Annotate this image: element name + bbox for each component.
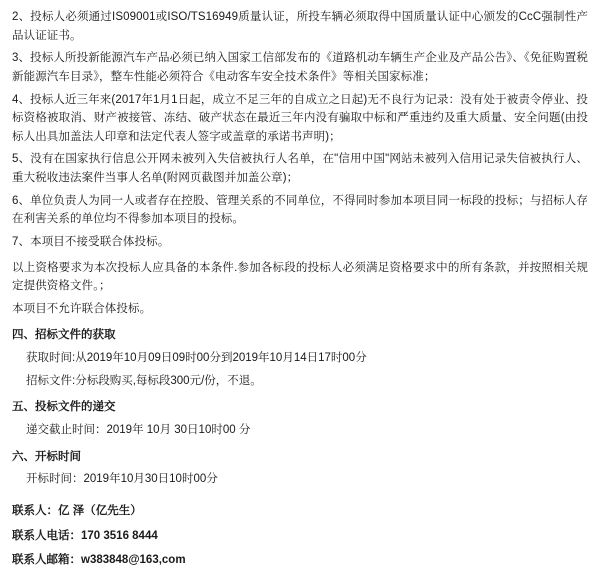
clause-paragraph: 3、投标人所投新能源汽车产品必须已纳入国家工信部发布的《道路机动车辆生产企业及产品公告》、《免征购置税新能源汽车目录》，整车性能必须符合《电动客车安全技术条件》等相关国家标准； xyxy=(12,52,588,83)
contact-person: 联系人：亿 泽（亿先生） xyxy=(12,504,142,517)
section-heading-bid-opening-time: 六、开标时间 xyxy=(12,450,81,463)
clause-paragraph: 2、投标人必须通过IS09001或ISO/TS16949质量认证，所投车辆必须取得中国质量认证中心颁发的CcC强制性产品认证证书。 xyxy=(12,11,588,42)
contact-email: 联系人邮箱：w383848@163,com xyxy=(12,554,186,567)
section-line: 获取时间:从2019年10月09日09时00分到2019年10月14日17时00分 xyxy=(26,352,367,364)
summary-paragraph: 以上资格要求为本次投标人应具备的本条件.参加各标段的投标人必须满足资格要求中的所有条款，并按照相关规定提供资格文件。； xyxy=(12,261,588,293)
clause-paragraph: 6、单位负责人为同一人或者存在控股、管理关系的不同单位，不得同时参加本项目同一标段的投标；与招标人存在利害关系的单位均不得参加本项目的投标。 xyxy=(12,194,588,226)
clause-paragraph: 5、没有在国家执行信息公开网未被列入失信被执行人名单，在"信用中国"网站未被列入信用记录失信被执行人、重大税收违法案件当事人名单(附网页截图并加盖公章)； xyxy=(12,153,588,184)
clause-paragraph: 7、本项目不接受联合体投标。 xyxy=(12,235,170,248)
contact-block xyxy=(12,503,588,570)
clause-paragraph: 4、投标人近三年来(2017年1月1日起，成立不足三年的自成立之日起)无不良行为记录：没有处于被责令停业、投标资格被取消、财产被接管、冻结、破产状态在最近三年内没有骗取中标和严重违约及重大质量、安全问题(由投标人出具加盖法人印章和法定代表人签字或盖章的承诺书声明)； xyxy=(12,93,588,143)
section-heading-document-acquisition: 四、招标文件的获取 xyxy=(12,329,116,342)
contact-phone: 联系人电话：170 3516 8444 xyxy=(12,529,158,542)
summary-paragraph: 本项目不允许联合体投标。 xyxy=(12,302,152,315)
section-line: 招标文件:分标段购买,每标段300元/份，不退。 xyxy=(26,374,262,387)
section-line: 开标时间：2019年10月30日10时00分 xyxy=(26,473,218,486)
section-line: 递交截止时间：2019年 10月 30日10时00 分 xyxy=(26,423,251,436)
section-heading-bid-submission: 五、投标文件的递交 xyxy=(12,401,116,414)
